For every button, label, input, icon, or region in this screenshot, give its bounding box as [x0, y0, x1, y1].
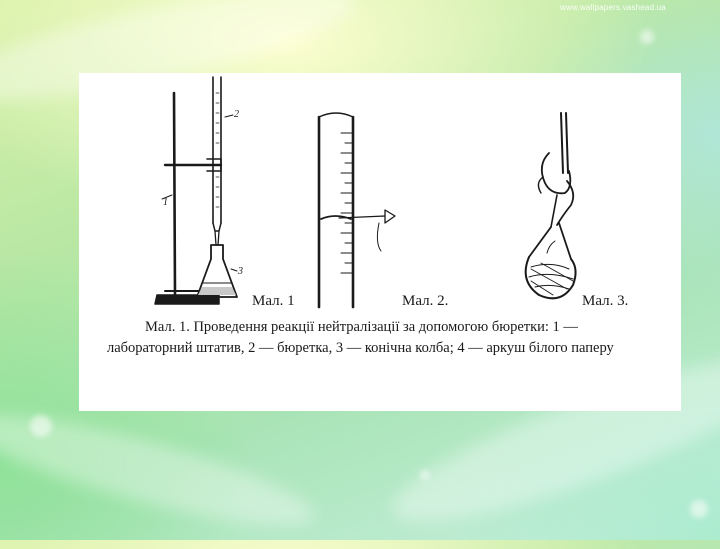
caption-line-1: Мал. 1. Проведення реакції нейтралізації за допомогою бюретки: 1 —	[145, 319, 578, 335]
background-bokeh	[640, 30, 654, 44]
background-bokeh	[420, 470, 430, 480]
part-number-2: 2	[234, 109, 239, 120]
figure-label-1: Мал. 1	[252, 293, 295, 309]
caption-line-2: лабораторний штатив, 2 — бюретка, 3 — конічна колба; 4 — аркуш білого паперу	[107, 340, 614, 356]
hand-swirling-flask	[526, 113, 576, 298]
figure-caption	[107, 317, 667, 359]
background-bokeh	[690, 500, 708, 518]
conical-flask	[197, 245, 237, 297]
burette-closeup	[319, 113, 395, 307]
burette	[213, 77, 233, 245]
figure-panel	[79, 73, 681, 411]
part-number-1: 1	[163, 197, 168, 208]
titration-drawing	[79, 73, 681, 411]
background-bokeh	[30, 415, 52, 437]
figure-label-2: Мал. 2.	[402, 293, 449, 309]
part-number-3: 3	[238, 266, 243, 277]
watermark: www.wallpapers.vashead.ua	[560, 3, 666, 12]
figure-label-3: Мал. 3.	[582, 293, 629, 309]
